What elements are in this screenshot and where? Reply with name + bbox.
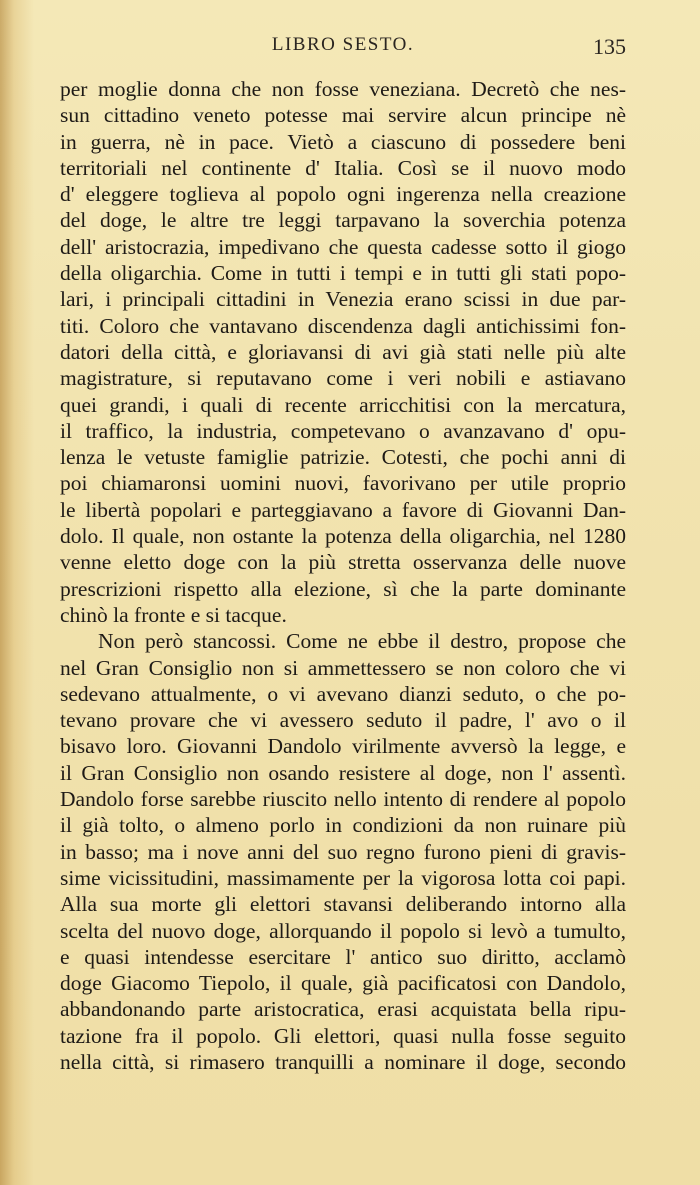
text-line: lari, i principali cittadini in Venezia erano scissi in due par-	[60, 287, 626, 312]
text-line: lenza le vetuste famiglie patrizie. Cotesti, che pochi anni di	[60, 445, 626, 470]
text-line: del doge, le altre tre leggi tarpavano la soverchia potenza	[60, 208, 626, 233]
text-line: bisavo loro. Giovanni Dandolo virilmente avversò la legge, e	[60, 734, 626, 759]
text-line: territoriali nel continente d' Italia. Così se il nuovo modo	[60, 155, 626, 180]
text-line: il traffico, la industria, competevano o avanzavano d' opu-	[60, 418, 626, 443]
page-header	[60, 34, 626, 64]
text-line: doge Giacomo Tiepolo, il quale, già pacificatosi con Dandolo,	[60, 971, 626, 996]
text-line: in guerra, nè in pace. Vietò a ciascuno di possedere beni	[60, 129, 626, 154]
text-line: Non però stancossi. Come ne ebbe il destro, propose che	[98, 629, 626, 654]
body-text	[60, 76, 626, 1075]
text-line: della oligarchia. Come in tutti i tempi e in tutti gli stati popo-	[60, 261, 626, 286]
text-line: dell' aristocrazia, impedivano che questa cadesse sotto il giogo	[60, 234, 626, 259]
paragraph	[60, 628, 626, 1075]
text-line: sime vicissitudini, massimamente per la vigorosa lotta coi papi.	[60, 865, 626, 890]
text-line: nella città, si rimasero tranquilli a nominare il doge, secondo	[60, 1049, 626, 1074]
text-line: in basso; ma i nove anni del suo regno furono pieni di gravis-	[60, 839, 626, 864]
text-line: quei grandi, i quali di recente arricchitisi con la mercatura,	[60, 392, 626, 417]
text-line: e quasi intendesse esercitare l' antico suo diritto, acclamò	[60, 944, 626, 969]
text-line: scelta del nuovo doge, allorquando il popolo si levò a tumulto,	[60, 918, 626, 943]
text-line: poi chiamaronsi uomini nuovi, favorivano per utile proprio	[60, 471, 626, 496]
text-line: Alla sua morte gli elettori stavansi deliberando intorno alla	[60, 892, 626, 917]
text-line: per moglie donna che non fosse veneziana. Decretò che nes-	[60, 77, 626, 101]
text-line: abbandonando parte aristocratica, erasi acquistata bella ripu-	[60, 997, 626, 1022]
text-line: Dandolo forse sarebbe riuscito nello intento di rendere al popolo	[60, 787, 626, 812]
text-line: il Gran Consiglio non osando resistere al doge, non l' assentì.	[60, 760, 626, 785]
text-line: tevano provare che vi avessero seduto il padre, l' avo o il	[60, 708, 626, 733]
text-line: tazione fra il popolo. Gli elettori, quasi nulla fosse seguito	[60, 1023, 626, 1048]
page-number: 135	[593, 34, 626, 59]
paragraph	[60, 76, 626, 628]
text-line: chinò la fronte e si tacque.	[60, 602, 287, 627]
text-line: le libertà popolari e parteggiavano a favore di Giovanni Dan-	[60, 497, 626, 522]
running-title: LIBRO SESTO.	[271, 34, 415, 55]
text-line: prescrizioni rispetto alla elezione, sì che la parte dominante	[60, 576, 626, 601]
text-line: sun cittadino veneto potesse mai servire alcun principe nè	[60, 103, 626, 128]
text-line: datori della città, e gloriavansi di avi già stati nelle più alte	[60, 339, 626, 364]
text-line: dolo. Il quale, non ostante la potenza della oligarchia, nel 1280	[60, 524, 626, 549]
text-line: il già tolto, o almeno porlo in condizioni da non ruinare più	[60, 813, 626, 838]
text-line: titi. Coloro che vantavano discendenza dagli antichissimi fon-	[60, 313, 626, 338]
text-line: d' eleggere toglieva al popolo ogni ingerenza nella creazione	[60, 182, 626, 207]
text-line: magistrature, si reputavano come i veri nobili e astiavano	[60, 366, 626, 391]
text-line: sedevano attualmente, o vi avevano dianzi seduto, o che po-	[60, 681, 626, 706]
text-line: venne eletto doge con la più stretta osservanza delle nuove	[60, 550, 626, 575]
text-line: nel Gran Consiglio non si ammettessero se non coloro che vi	[60, 655, 626, 680]
